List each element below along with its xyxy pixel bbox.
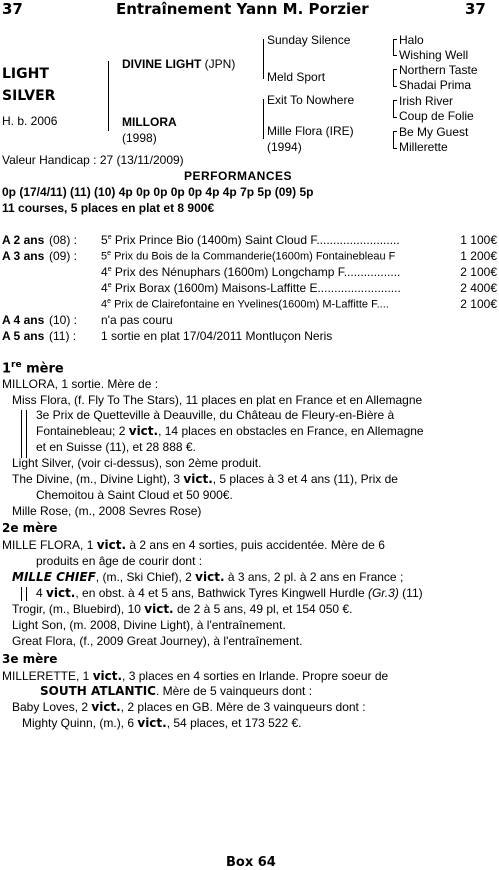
page-number-left: 37 (2, 0, 23, 18)
third-dam-intro-cont: SOUTH ATLANTIC. Mère de 5 vainqueurs dont : (40, 684, 313, 698)
gen3-irish-river: Irish River (399, 94, 454, 108)
career-label: A 2 ans (2, 233, 45, 247)
career-race: 5e Prix Prince Bio (1400m) Saint Cloud F......................... (101, 233, 400, 247)
page-title: Entraînement Yann M. Porzier (116, 0, 369, 18)
sire-name: DIVINE LIGHT (JPN) (122, 57, 236, 71)
career-year: (11) : (49, 329, 77, 343)
indent-marker (21, 410, 27, 458)
sire-dam-bracket (108, 61, 109, 131)
first-dam-offspring: Light Silver, (voir ci-dessus), son 2ème produit. (12, 456, 262, 470)
second-dam-offspring-detail: 4 vict., en obst. à 4 et 5 ans, Bathwick Tyres Kingwell Hurdle (Gr.3) (11) (36, 586, 423, 600)
gen3-halo: Halo (399, 33, 424, 47)
handicap-value: Valeur Handicap : 27 (13/11/2009) (2, 153, 184, 167)
gen3-wishing-well: Wishing Well (399, 48, 469, 62)
career-race: 1 sortie en plat 17/04/2011 Montluçon Neris (101, 329, 333, 343)
third-dam-intro: MILLERETTE, 1 vict., 3 places en 4 sorties en Irlande. Propre soeur de (2, 669, 389, 683)
first-dam-offspring-detail: Fontainebleau; 2 vict., 14 places en obstacles en France, en Allemagne (36, 424, 424, 438)
career-race: 4e Prix Borax (1600m) Maisons-Laffitte E......................... (101, 281, 401, 295)
first-dam-offspring: Mille Rose, (m., 2008 Sevres Rose) (12, 504, 202, 518)
dam-line-bracket (263, 99, 264, 139)
career-amount: 1 100€ (460, 233, 497, 247)
performances-line: 0p (17/4/11) (11) (10) 4p 0p 0p 0p 0p 4p 4p 7p 5p (09) 5p (2, 185, 314, 199)
sire-dam: Meld Sport (267, 70, 326, 84)
career-amount: 2 400€ (460, 281, 497, 295)
second-dam-offspring: MILLE CHIEF, (m., Ski Chief), 2 vict. à 3 ans, 2 pl. à 2 ans en France ; (12, 570, 404, 584)
first-dam-offspring: Miss Flora, (f. Fly To The Stars), 11 places en plat en France et en Allemagne (12, 393, 423, 407)
first-dam-offspring-detail: et en Suisse (11), et 28 888 €. (36, 440, 196, 454)
second-dam-intro-cont: produits en âge de courir dont : (36, 554, 203, 568)
dam-year: (1998) (122, 131, 157, 145)
career-amount: 2 100€ (460, 297, 497, 311)
career-year: (10) : (49, 313, 78, 327)
career-amount: 2 100€ (460, 265, 497, 279)
sire-line-bracket (263, 39, 264, 79)
career-year: (09) : (49, 249, 78, 263)
performances-summary: 11 courses, 5 places en plat et 8 900€ (2, 201, 215, 215)
second-dam-heading: 2e mère (2, 521, 58, 535)
career-label: A 4 ans (2, 313, 45, 327)
career-race: n'a pas couru (101, 313, 173, 327)
career-label: A 3 ans (2, 249, 45, 263)
box-number: Box 64 (226, 855, 276, 870)
dam-dam: Mille Flora (IRE) (267, 124, 354, 138)
gen3-northern-taste: Northern Taste (399, 63, 478, 77)
gen3-bracket-2 (393, 69, 397, 87)
gen3-shadai-prima: Shadai Prima (399, 78, 472, 92)
career-year: (08) : (49, 233, 78, 247)
horse-name-line1: LIGHT (2, 66, 49, 82)
dam-dam-year: (1994) (267, 140, 302, 154)
dam-name: MILLORA (122, 115, 177, 129)
career-race: 4e Prix des Nénuphars (1600m) Longchamp F................. (101, 265, 401, 279)
sire-sire: Sunday Silence (267, 33, 351, 47)
gen3-be-my-guest: Be My Guest (399, 125, 469, 139)
horse-name-line2: SILVER (2, 88, 56, 104)
second-dam-intro: MILLE FLORA, 1 vict. à 2 ans en 4 sorties, puis accidentée. Mère de 6 (2, 538, 385, 552)
career-race: 5e Prix du Bois de la Commanderie(1600m) Fontainebleau F (101, 250, 396, 263)
first-dam-offspring-detail: Chemoitou à Saint Cloud et 50 900€. (36, 488, 233, 502)
career-race: 4e Prix de Clairefontaine en Yvelines(1600m) M-Laffitte F.... (101, 298, 389, 311)
second-dam-offspring: Trogir, (m., Bluebird), 10 vict. de 2 à 5 ans, 49 pl, et 154 050 €. (12, 602, 353, 616)
horse-info: H. b. 2006 (2, 114, 58, 128)
career-amount: 1 200€ (460, 249, 497, 263)
indent-marker (21, 587, 27, 601)
page-number-right: 37 (465, 0, 486, 18)
gen3-bracket-4 (393, 131, 397, 149)
gen3-bracket-1 (393, 39, 397, 56)
second-dam-offspring: Light Son, (m. 2008, Divine Light), à l'entraînement. (12, 618, 286, 632)
first-dam-offspring-detail: 3e Prix de Quetteville à Deauville, du Château de Fleury-en-Bière à (36, 408, 395, 422)
third-dam-offspring: Baby Loves, 2 vict., 2 places en GB. Mère de 3 vainqueurs dont : (12, 700, 366, 714)
gen3-coup-de-folie: Coup de Folie (399, 109, 474, 123)
dam-sire: Exit To Nowhere (267, 93, 355, 107)
career-label: A 5 ans (2, 329, 45, 343)
first-dam-heading: 1re mère (2, 360, 64, 377)
first-dam-intro: MILLORA, 1 sortie. Mère de : (2, 377, 159, 391)
second-dam-offspring: Great Flora, (f., 2009 Great Journey), à l'entraînement. (12, 634, 303, 648)
third-dam-heading: 3e mère (2, 652, 58, 666)
gen3-bracket-3 (393, 100, 397, 118)
first-dam-offspring: The Divine, (m., Divine Light), 3 vict., 5 places à 3 et 4 ans (11), Prix de (12, 472, 398, 486)
performances-title: PERFORMANCES (184, 169, 293, 183)
gen3-millerette: Millerette (399, 140, 448, 154)
third-dam-grand-offspring: Mighty Quinn, (m.), 6 vict., 54 places, et 173 522 €. (22, 716, 302, 730)
